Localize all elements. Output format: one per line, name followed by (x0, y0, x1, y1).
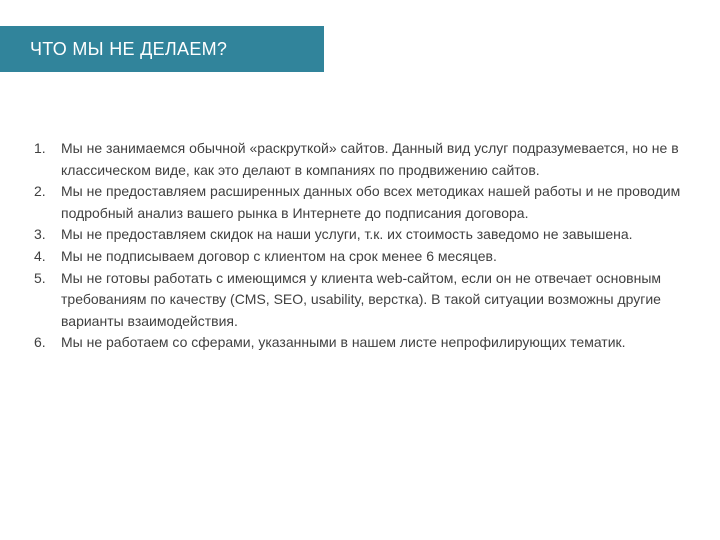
list-item-text: Мы не предоставляем расширенных данных обо всех методиках нашей работы и не проводим подробный анализ вашего рынка в Интернете до подписания договора. (61, 183, 681, 221)
list-item-text: Мы не предоставляем скидок на наши услуги, т.к. их стоимость заведомо не завышена. (61, 226, 633, 243)
list-item (34, 181, 686, 224)
list-item-text: Мы не подписываем договор с клиентом на срок менее 6 месяцев. (61, 247, 497, 264)
list-item-text: Мы не работаем со сферами, указанными в нашем листе непрофилирующих тематик. (61, 334, 626, 351)
list-item-text: Мы не занимаемся обычной «раскруткой» сайтов. Данный вид услуг подразумевается, но не в классическом виде, как это делают в компаниях по продвижению сайтов. (61, 140, 679, 178)
list-item (34, 246, 686, 268)
slide-title: ЧТО МЫ НЕ ДЕЛАЕМ? (30, 38, 228, 59)
list-item-number: 1. (34, 140, 46, 156)
list-item (34, 332, 686, 354)
list-item (34, 224, 686, 246)
list-item-number: 4. (34, 247, 46, 264)
list-item-number: 5. (34, 269, 46, 286)
list-item-number: 2. (34, 183, 46, 200)
list-item (34, 268, 686, 333)
list-item-text: Мы не готовы работать с имеющимся у клиента web-сайтом, если он не отвечает основным требованиям по качеству (CMS, SEO, usability, верстка). В такой ситуации возможны другие варианты взаимодействия. (61, 269, 662, 329)
title-banner (0, 26, 324, 72)
list-item-number: 3. (34, 226, 46, 243)
list-item-number: 6. (34, 334, 46, 351)
numbered-list (34, 138, 686, 354)
list-item (34, 138, 686, 181)
